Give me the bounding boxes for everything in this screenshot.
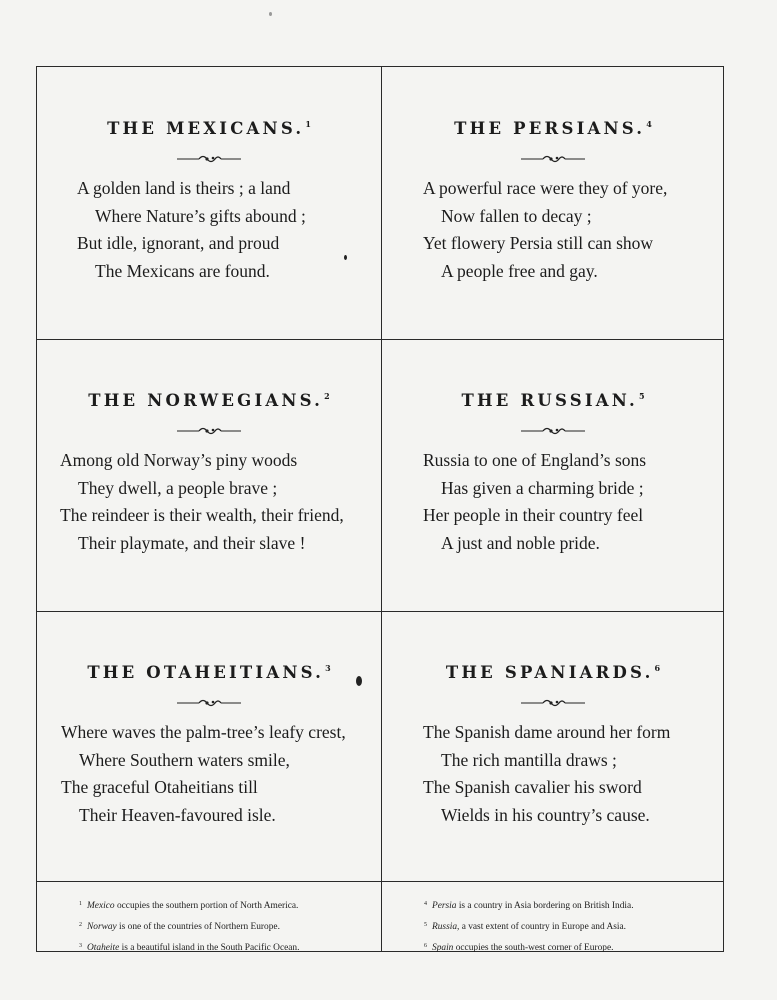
verse-line: The reindeer is their wealth, their friend, (60, 505, 344, 525)
ornament-icon (177, 426, 241, 436)
verse (381, 175, 725, 285)
verse-line: The Spanish dame around her form (423, 722, 671, 742)
panel-norwegians (37, 339, 381, 557)
verse-line: A powerful race were they of yore, (423, 178, 668, 198)
verse-line: Their playmate, and their slave ! (78, 532, 306, 553)
verse-line: The Mexicans are found. (95, 260, 270, 281)
panel-otaheitians (37, 611, 381, 829)
ink-speck (356, 676, 362, 686)
verse-line: The Spanish cavalier his sword (423, 777, 642, 797)
panel-title: THE NORWEGIANS.$^2$ (88, 391, 330, 410)
verse-line: They dwell, a people brave ; (78, 477, 278, 498)
panel-russian (381, 339, 725, 557)
verse-line: Her people in their country feel (423, 505, 644, 525)
ornament-icon (521, 426, 585, 436)
verse-line: Yet flowery Persia still can show (423, 233, 654, 253)
footnote: $^2$ Norway is one of the countries of Northern Europe. (79, 922, 280, 933)
ink-speck (344, 255, 347, 260)
verse (37, 719, 381, 829)
panel-persians (381, 67, 725, 285)
ornament-icon (177, 698, 241, 708)
verse (381, 719, 725, 829)
verse (381, 447, 725, 557)
panel-title: THE OTAHEITIANS.$^3$ (87, 663, 331, 682)
panel-title: THE SPANIARDS.$^6$ (445, 663, 661, 682)
verse-line: The rich mantilla draws ; (441, 749, 617, 770)
panel-title: THE PERSIANS.$^4$ (454, 119, 652, 138)
panel-spaniards (381, 611, 725, 829)
verse-line: Has given a charming bride ; (441, 477, 644, 498)
verse-line: Russia to one of England’s sons (423, 450, 647, 470)
verse-line: A golden land is theirs ; a land (77, 178, 291, 198)
verse-line: But idle, ignorant, and proud (77, 233, 280, 253)
verse-line: Where Nature’s gifts abound ; (95, 205, 306, 226)
verse-line: A people free and gay. (441, 260, 598, 281)
verse-line: Where waves the palm-tree’s leafy crest, (61, 722, 346, 742)
verse-line: Their Heaven-favoured isle. (79, 804, 276, 825)
verse-sheet (36, 66, 724, 952)
footnote: $^1$ Mexico occupies the southern portion of North America. (79, 901, 299, 911)
verse (37, 175, 381, 285)
verse-line: Now fallen to decay ; (441, 205, 592, 226)
verse-line: Wields in his country’s cause. (441, 804, 650, 825)
footnotes-left (37, 881, 381, 959)
ink-speck (269, 12, 272, 16)
footnotes-right (381, 881, 725, 959)
verse-line: The graceful Otaheitians till (61, 777, 258, 797)
verse-line: A just and noble pride. (441, 532, 600, 553)
ornament-icon (521, 154, 585, 164)
verse-line: Where Southern waters smile, (79, 749, 290, 770)
ornament-icon (177, 154, 241, 164)
verse (37, 447, 381, 557)
footnote: $^5$ Russia, a vast extent of country in Europe and Asia. (424, 922, 626, 933)
panel-title: THE MEXICANS.$^1$ (107, 119, 311, 138)
panel-mexicans (37, 67, 381, 285)
footnote: $^3$ Otaheite is a beautiful island in the South Pacific Ocean. (79, 943, 300, 954)
footnote: $^4$ Persia is a country in Asia bordering on British India. (424, 901, 634, 911)
ornament-icon (521, 698, 585, 708)
verse-line: Among old Norway’s piny woods (60, 450, 298, 470)
footnote: $^6$ Spain occupies the south-west corner of Europe. (424, 943, 614, 954)
panel-title: THE RUSSIAN.$^5$ (461, 391, 645, 410)
